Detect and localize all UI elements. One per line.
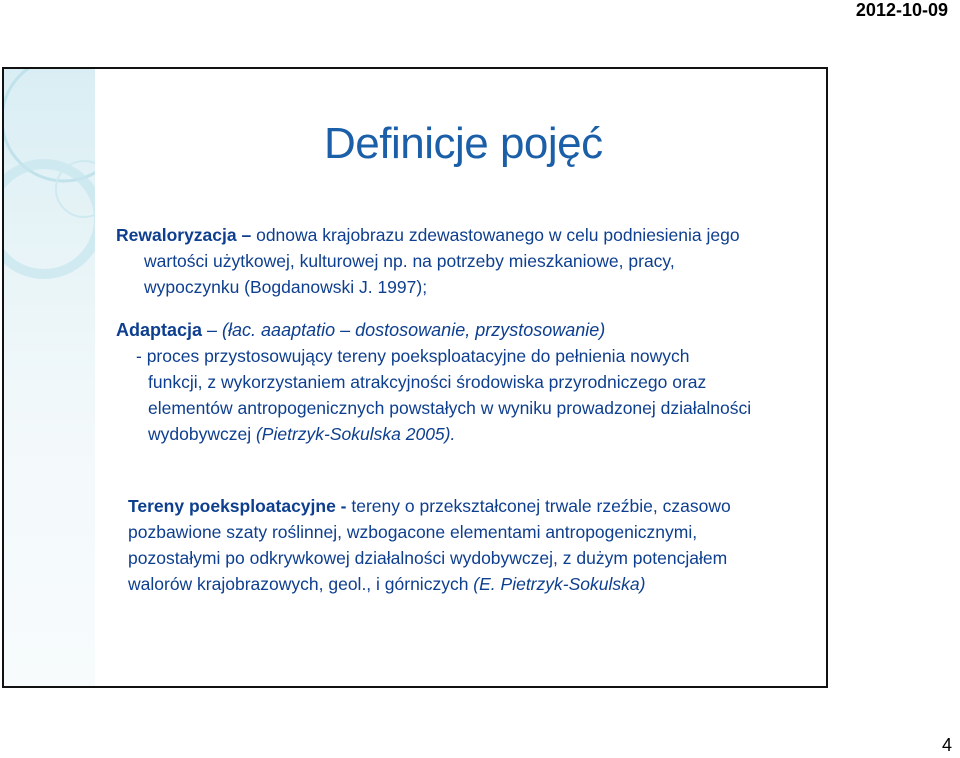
rewaloryzacja-line3: wypoczynku (Bogdanowski J. 1997); [144, 277, 428, 297]
adaptacja-term: Adaptacja [116, 320, 203, 340]
tereny-line2: pozbawione szaty roślinnej, wzbogacone elementami antropogenicznymi, [128, 522, 698, 542]
tereny-line4-text: walorów krajobrazowych, geol., i górniczych [128, 574, 474, 594]
tereny-citation: (E. Pietrzyk-Sokulska) [473, 574, 646, 594]
slide-title: Definicje pojęć [324, 119, 603, 168]
adaptacja-line3: elementów antropogenicznych powstałych w wyniku prowadzonej działalności [148, 398, 752, 418]
slide-sidebar-decoration [4, 69, 95, 686]
header-date: 2012-10-09 [855, 0, 948, 20]
tereny-line1: tereny o przekształconej trwale rzeźbie, czasowo [346, 496, 731, 516]
adaptacja-definition [116, 317, 816, 447]
adaptacja-line4 [116, 421, 816, 447]
adaptacja-line1: - proces przystosowujący tereny poeksploatacyjne do pełnienia nowych [136, 346, 690, 366]
adaptacja-line2: funkcji, z wykorzystaniem atrakcyjności środowiska przyrodniczego oraz [148, 372, 707, 392]
slide [2, 67, 828, 688]
adaptacja-head [116, 317, 816, 343]
tereny-definition [128, 493, 818, 597]
tereny-term: Tereny poeksploatacyjne - [128, 496, 347, 516]
adaptacja-etymology: – (łac. aaaptatio – dostosowanie, przystosowanie) [202, 320, 606, 340]
adaptacja-line4-text: wydobywczej [148, 424, 256, 444]
decorative-circles [4, 69, 95, 329]
rewaloryzacja-definition [116, 222, 816, 300]
rewaloryzacja-line1: odnowa krajobrazu zdewastowanego w celu podniesienia jego [251, 225, 740, 245]
rewaloryzacja-term: Rewaloryzacja – [116, 225, 252, 245]
tereny-line3: pozostałymi po odkrywkowej działalności wydobywczej, z dużym potencjałem [128, 548, 728, 568]
rewaloryzacja-line2: wartości użytkowej, kulturowej np. na potrzeby mieszkaniowe, pracy, [144, 251, 675, 271]
adaptacja-citation: (Pietrzyk-Sokulska 2005). [255, 424, 456, 444]
page-number: 4 [941, 735, 952, 755]
